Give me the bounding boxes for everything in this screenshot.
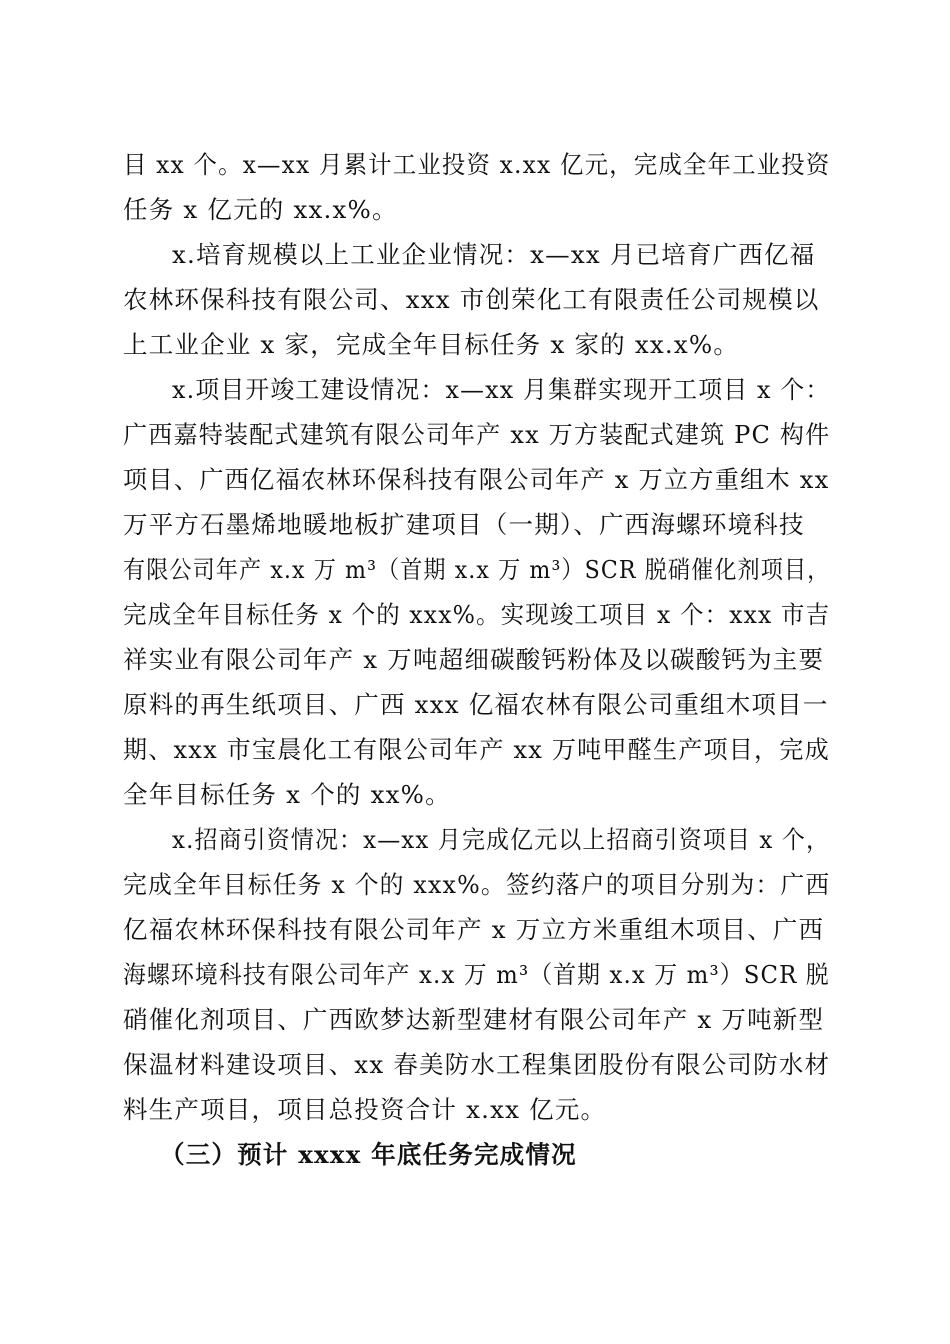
text-line-6: x.项目开竣工建设情况：x—xx 月集群实现开工项目 x 个： (172, 375, 831, 404)
text-line-12: 祥实业有限公司年产 x 万吨超细碳酸钙粉体及以碳酸钙为主要 (123, 645, 825, 674)
text-line-18: 亿福农林环保科技有限公司年产 x 万立方米重组木项目、广西 (123, 915, 825, 944)
text-line-20: 硝催化剂项目、广西欧梦达新型建材有限公司年产 x 万吨新型 (123, 1005, 825, 1034)
text-line-8: 项目、广西亿福农林环保科技有限公司年产 x 万立方重组木 xx (123, 465, 830, 494)
text-line-1: 目 xx 个。x—xx 月累计工业投资 x.xx 亿元，完成全年工业投资 (123, 150, 831, 179)
text-line-2: 任务 x 亿元的 xx.x%。 (123, 195, 398, 224)
text-line-17: 完成全年目标任务 x 个的 xxx%。签约落户的项目分别为：广西 (123, 870, 831, 899)
text-line-19: 海螺环境科技有限公司年产 x.x 万 m³（首期 x.x 万 m³）SCR 脱 (123, 960, 830, 989)
text-line-7: 广西嘉特装配式建筑有限公司年产 xx 万方装配式建筑 PC 构件 (123, 420, 831, 449)
text-line-16: x.招商引资情况：x—xx 月完成亿元以上招商引资项目 x 个， (172, 825, 831, 854)
text-line-22: 料生产项目，项目总投资合计 x.xx 亿元。 (123, 1095, 607, 1124)
text-line-15: 全年目标任务 x 个的 xx%。 (123, 780, 451, 809)
text-line-14: 期、xxx 市宝晨化工有限公司年产 xx 万吨甲醛生产项目，完成 (123, 735, 830, 764)
text-line-3: x.培育规模以上工业企业情况：x—xx 月已培育广西亿福 (172, 240, 816, 269)
text-line-10: 有限公司年产 x.x 万 m³（首期 x.x 万 m³）SCR 脱硝催化剂项目， (123, 555, 831, 584)
text-line-21: 保温材料建设项目、xx 春美防水工程集团股份有限公司防水材 (123, 1050, 831, 1079)
text-line-5: 上工业企业 x 家，完成全年目标任务 x 家的 xx.x%。 (123, 330, 740, 359)
text-line-9: 万平方石墨烯地暖地板扩建项目（一期）、广西海螺环境科技 (123, 510, 805, 539)
section-heading: （三）预计 xxxx 年底任务完成情况 (160, 1140, 577, 1169)
text-line-13: 原料的再生纸项目、广西 xxx 亿福农林有限公司重组木项目一 (123, 690, 829, 719)
text-line-11: 完成全年目标任务 x 个的 xxx%。实现竣工项目 x 个：xxx 市吉 (123, 600, 831, 629)
text-line-4: 农林环保科技有限公司、xxx 市创荣化工有限责任公司规模以 (123, 285, 820, 314)
